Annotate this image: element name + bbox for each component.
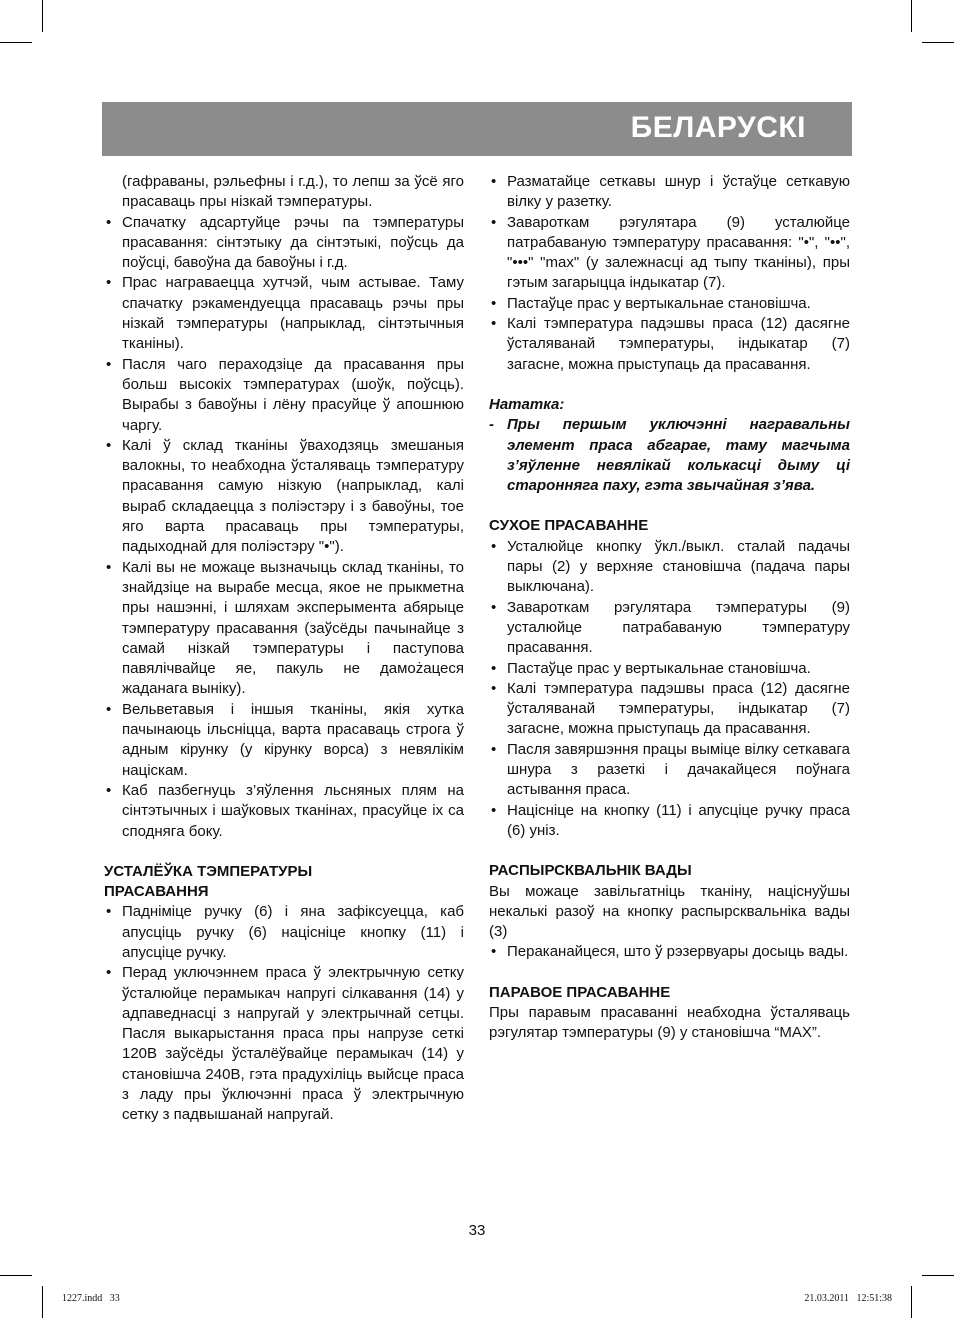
bullet-icon: • — [491, 537, 497, 555]
bullet-icon: • — [106, 558, 112, 576]
list-item: • Калі ў склад тканіны ўваходзяць змешаныя валокны, то неабходна ўсталяваць тэмпературу прасавання самую нізкую (напрыклад, калі выраб складаецца з поліэстэру і з бавоўны, тое яго варта прасаваць пры тэмпературы, падыходнай для поліэстэру "•"). — [106, 436, 464, 556]
list-item: • Усталюйце кнопку ўкл./выкл. сталай падачы пары (2) у верхняе становішча (падача пары выключана). — [491, 537, 850, 596]
list-item: • Вельветавыя і іншыя тканіны, якія хутка пачынаюць ільсніцца, варта прасаваць строга ў адным кірунку (у кірунку ворса) з невялікім націскам. — [106, 700, 464, 779]
section-heading-water-spray: РАСПЫРСКВАЛЬНІК ВАДЫ — [489, 862, 692, 880]
bullet-icon: • — [491, 213, 497, 231]
footer-timestamp: 21.03.2011 12:51:38 — [804, 1293, 892, 1304]
spray-text: Вы можаце завільгатніць тканіну, націснуўшы некалькі разоў на кнопку распырсквальніка вады (3) — [489, 882, 850, 941]
list-item: • Пастаўце прас у вертыкальнае становішча. — [489, 659, 850, 679]
setup-list — [489, 172, 850, 375]
left-column — [104, 172, 464, 1126]
dash-icon: - — [489, 416, 494, 434]
bullet-icon: • — [491, 679, 497, 697]
footer-file: 1227.indd 33 — [62, 1293, 120, 1304]
list-item: • Прас награваецца хутчэй, чым астывае. Таму спачатку рэкамендуецца прасаваць рэчы пры нізкай тэмпературы (напрыклад, сінтэтычныя тканіны). — [106, 274, 464, 353]
crop-mark — [0, 42, 32, 43]
list-item: • Спачатку адсартуйце рэчы па тэмпературы прасавання: сінтэтыку да сінтэтыкі, поўсць да поўсці, бавоўна да бавоўны і г.д. — [106, 213, 464, 272]
bullet-icon: • — [491, 315, 497, 333]
list-item: • Пасля завяршэння працы выміце вілку сеткавага шнура з разеткі і дачакайцеся поўнага астывання праса. — [491, 740, 850, 799]
bullet-icon: • — [106, 436, 112, 454]
list-item: • Падніміце ручку (6) і яна зафіксуецца, каб апусціць ручку (6) націсніце кнопку (11) і апусціце ручку. — [106, 903, 464, 961]
ironing-tips-list — [104, 213, 464, 842]
bullet-icon: • — [106, 903, 112, 921]
crop-mark — [911, 1286, 912, 1318]
section-heading-dry-ironing: СУХОЕ ПРАСАВАННЕ — [489, 517, 649, 535]
note-text: - Пры першым уключэнні награвальны элемент праса абгарае, таму магчыма з’яўленне невялікай колькасці дыму ці староннягa паху, гэта звычайная з’ява. — [489, 416, 850, 495]
list-item: • Завароткам рэгулятара (9) усталюйце патрабаваную тэмпературу прасавання: "•", "••", "•••" "max" (у залежнасці ад тыпу тканіны), пры гэтым загарыцца індыкатар (7). — [491, 213, 850, 292]
crop-mark — [922, 42, 954, 43]
page-title: БЕЛАРУСКІ — [630, 111, 806, 144]
section-heading-temperature: УСТАЛЁЎКА ТЭМПЕРАТУРЫ ПРАСАВАННЯ — [104, 862, 313, 901]
right-column — [489, 172, 850, 1044]
list-item: • Разматайце сеткавы шнур і ўстаўце сеткавую вілку у разетку. — [491, 173, 850, 211]
list-item: • Каб пазбегнуць з’яўлення льсняных плям на сінтэтычных і шаўковых тканінах, прасуйце іх са споднягa боку. — [106, 781, 464, 840]
bullet-icon: • — [491, 740, 497, 758]
list-item: • Калі тэмпература падэшвы праса (12) дасягне ўсталяванай тэмпературы, індыкатар (7) загасне, можна прыступаць да прасавання. — [491, 315, 850, 373]
bullet-icon: • — [106, 964, 112, 982]
list-item: • Пераканайцеся, што ў рэзервуары досыць вады. — [489, 942, 850, 962]
bullet-icon: • — [106, 274, 112, 292]
crop-mark — [0, 1275, 32, 1276]
crop-mark — [42, 1286, 43, 1318]
bullet-icon: • — [491, 659, 497, 677]
list-item: • Пастаўце прас у вертыкальнае становішча. — [489, 294, 850, 314]
bullet-icon: • — [106, 781, 112, 799]
list-item: • Калі вы не можаце вызначыць склад тканіны, то знайдзіце на вырабе месца, якое не прыкметна пры нашэнні, і шляхам эксперымента абярыце тэмпературу прасавання (заўсёды пачынайце з самай нізкай тэмпературы і паступова павялічвайце яе, пакуль не дамożацеся жаданага выніку). — [106, 558, 464, 698]
bullet-icon: • — [491, 598, 497, 616]
bullet-icon: • — [106, 213, 112, 231]
temperature-list — [104, 902, 464, 1125]
section-heading-steam-ironing: ПАРАВОЕ ПРАСАВАННЕ — [489, 983, 671, 1001]
bullet-icon: • — [106, 355, 112, 373]
list-item: • Пасля чаго пераходзіце да прасавання пры больш высокіх тэмпературах (шоўк, поўсць). Вырабы з бавоўны і лёну прасуйце ў апошнюю чаргу. — [106, 355, 464, 434]
crop-mark — [42, 0, 43, 32]
bullet-icon: • — [491, 294, 497, 312]
list-item: • Націсніце на кнопку (11) і апусціце ручку праса (6) уніз. — [491, 801, 850, 839]
list-item: • Завароткам рэгулятара тэмпературы (9) усталюйце патрабаваную тэмпературу прасавання. — [491, 598, 850, 657]
header-bar — [102, 102, 852, 156]
steam-text: Пры паравым прасаванні неабходна ўсталяваць рэгулятар тэмпературы (9) у становішча “MAX”. — [489, 1003, 850, 1042]
dry-ironing-list — [489, 537, 850, 841]
bullet-icon: • — [491, 173, 497, 190]
list-item: • Перад уключэннем праса ў электрычную сетку ўсталюйце перамыкач напругі сілкавання (14) у адпаведнасці з напругай у электрычнай сетцы. Пасля выкарыстання праса пры напрузе сеткі 120В заўсёды ўсталёўвайце перамыкач (14) у становішча 240В, гэта прадухіліць выйсце праса з ладу пры ўключэнні праса ў электрычную сетку з падвышанай напругай. — [106, 964, 464, 1124]
note-heading: Нататка: — [489, 395, 565, 413]
intro-text: (гафраваны, рэльефны і г.д.), то лепш за ўсё яго прасаваць пры нізкай тэмпературы. — [122, 173, 464, 211]
spray-list — [489, 942, 850, 962]
bullet-icon: • — [491, 801, 497, 819]
crop-mark — [922, 1275, 954, 1276]
bullet-icon: • — [106, 700, 112, 718]
page-number: 33 — [468, 1222, 486, 1239]
list-item: • Калі тэмпература падэшвы праса (12) дасягне ўсталяванай тэмпературы, індыкатар (7) загасне, можна прыступаць да прасавання. — [491, 679, 850, 738]
crop-mark — [911, 0, 912, 32]
bullet-icon: • — [491, 943, 497, 961]
